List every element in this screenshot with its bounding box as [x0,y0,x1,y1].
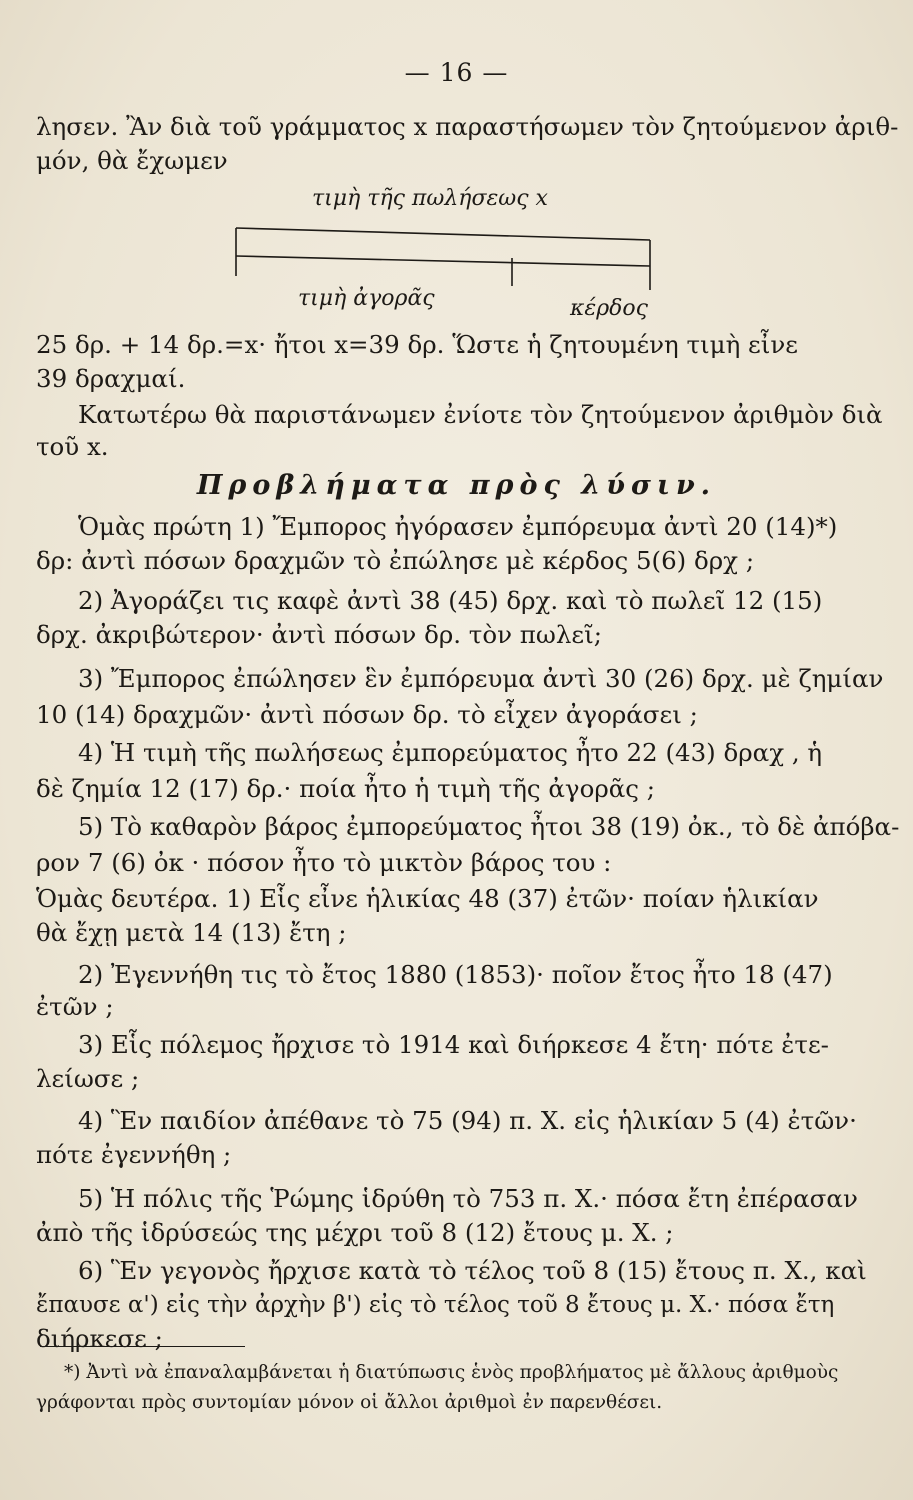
problem-line: ἔπαυσε α') εἰς τὴν ἀρχὴν β') εἰς τὸ τέλος τοῦ 8 ἔτους μ. Χ.· πόσα ἔτη [36,1292,835,1318]
diagram-top-label: τιμὴ τῆς πωλήσεως x [312,186,548,211]
diagram-right-label: κέρδος [570,296,648,321]
diagram-left-label: τιμὴ ἀγορᾶς [298,286,435,311]
section-heading: Προβλήματα πρὸς λύσιν. [196,470,717,501]
problem-line: πότε ἐγεννήθη ; [36,1140,232,1169]
problem-line: 5) Ἡ πόλις τῆς Ῥώμης ἱδρύθη τὸ 753 π. Χ.· πόσα ἔτη ἐπέρασαν [78,1184,858,1213]
footnote-line-1: *) Ἀντὶ νὰ ἐπαναλαμβάνεται ἡ διατύπωσις ἑνὸς προβλήματος μὲ ἄλλους ἀριθμοὺς [64,1362,839,1383]
problem-line: 2) Ἐγεννήθη τις τὸ ἔτος 1880 (1853)· ποῖον ἔτος ἦτο 18 (47) [78,960,833,989]
problem-line: δρχ. ἀκριβώτερον· ἀντὶ πόσων δρ. τὸν πωλεῖ; [36,620,602,649]
problem-line: 4) Ἓν παιδίον ἀπέθανε τὸ 75 (94) π. Χ. εἰς ἡλικίαν 5 (4) ἐτῶν· [78,1106,857,1135]
diagram-lines [0,0,913,340]
problem-line: 3) Εἷς πόλεμος ἤρχισε τὸ 1914 καὶ διήρκεσε 4 ἔτη· πότε ἐτε- [78,1030,829,1059]
problem-line: λείωσε ; [36,1064,140,1093]
problem-line: 4) Ἡ τιμὴ τῆς πωλήσεως ἐμπορεύματος ἦτο 22 (43) δραχ , ἡ [78,738,823,767]
sale-price-diagram [0,0,913,340]
note-line-2: τοῦ x. [36,432,109,461]
solution-line-2: 39 δραχμαί. [36,364,186,393]
problem-line: ἀπὸ τῆς ἱδρύσεώς της μέχρι τοῦ 8 (12) ἔτους μ. Χ. ; [36,1218,674,1247]
note-line-1: Κατωτέρω θὰ παριστάνωμεν ἐνίοτε τὸν ζητούμενον ἀριθμὸν διὰ [78,400,883,429]
intro-line-1: λησεν. Ἂν διὰ τοῦ γράμματος x παραστήσωμεν τὸν ζητούμενον ἀριθ- [36,112,899,141]
problem-line: θὰ ἔχῃ μετὰ 14 (13) ἔτη ; [36,918,347,947]
page-number: — 16 — [404,58,509,87]
problem-line: 3) Ἔμπορος ἐπώλησεν ἓν ἐμπόρευμα ἀντὶ 30 (26) δρχ. μὲ ζημίαν [78,664,884,693]
problem-line: διήρκεσε ; [36,1324,163,1353]
problem-line: Ὁμὰς δευτέρα. 1) Εἷς εἶνε ἡλικίας 48 (37) ἐτῶν· ποίαν ἡλικίαν [36,884,819,913]
problem-line: 10 (14) δραχμῶν· ἀντὶ πόσων δρ. τὸ εἶχεν ἀγοράσει ; [36,700,698,729]
problem-line: 6) Ἓν γεγονὸς ἤρχισε κατὰ τὸ τέλος τοῦ 8 (15) ἔτους π. Χ., καὶ [78,1256,867,1285]
problem-line: ἐτῶν ; [36,992,114,1021]
footnote-line-2: γράφονται πρὸς συντομίαν μόνον οἱ ἄλλοι ἀριθμοὶ ἐν παρενθέσει. [36,1392,663,1413]
solution-line-1: 25 δρ. + 14 δρ.=x· ἤτοι x=39 δρ. Ὥστε ἡ ζητουμένη τιμὴ εἶνε [36,330,798,359]
problem-line: 2) Ἀγοράζει τις καφὲ ἀντὶ 38 (45) δρχ. καὶ τὸ πωλεῖ 12 (15) [78,586,823,615]
problem-line: δρ: ἀντὶ πόσων δραχμῶν τὸ ἐπώλησε μὲ κέρδος 5(6) δρχ ; [36,546,755,575]
problem-line: δὲ ζημία 12 (17) δρ.· ποία ἦτο ἡ τιμὴ τῆς ἀγορᾶς ; [36,774,656,803]
problem-line: Ὁμὰς πρώτη 1) Ἔμπορος ἠγόρασεν ἐμπόρευμα ἀντὶ 20 (14)*) [78,512,838,541]
intro-line-2: μόν, θὰ ἔχωμεν [36,146,228,175]
footnote-rule [40,1346,245,1347]
diagram-segment-line [236,256,650,266]
problem-line: 5) Τὸ καθαρὸν βάρος ἐμπορεύματος ἦτοι 38 (19) ὀκ., τὸ δὲ ἀπόβα- [78,812,900,841]
diagram-bracket-top-line [236,228,650,240]
problem-line: ρον 7 (6) ὀκ · πόσον ἦτο τὸ μικτὸν βάρος του : [36,848,612,877]
